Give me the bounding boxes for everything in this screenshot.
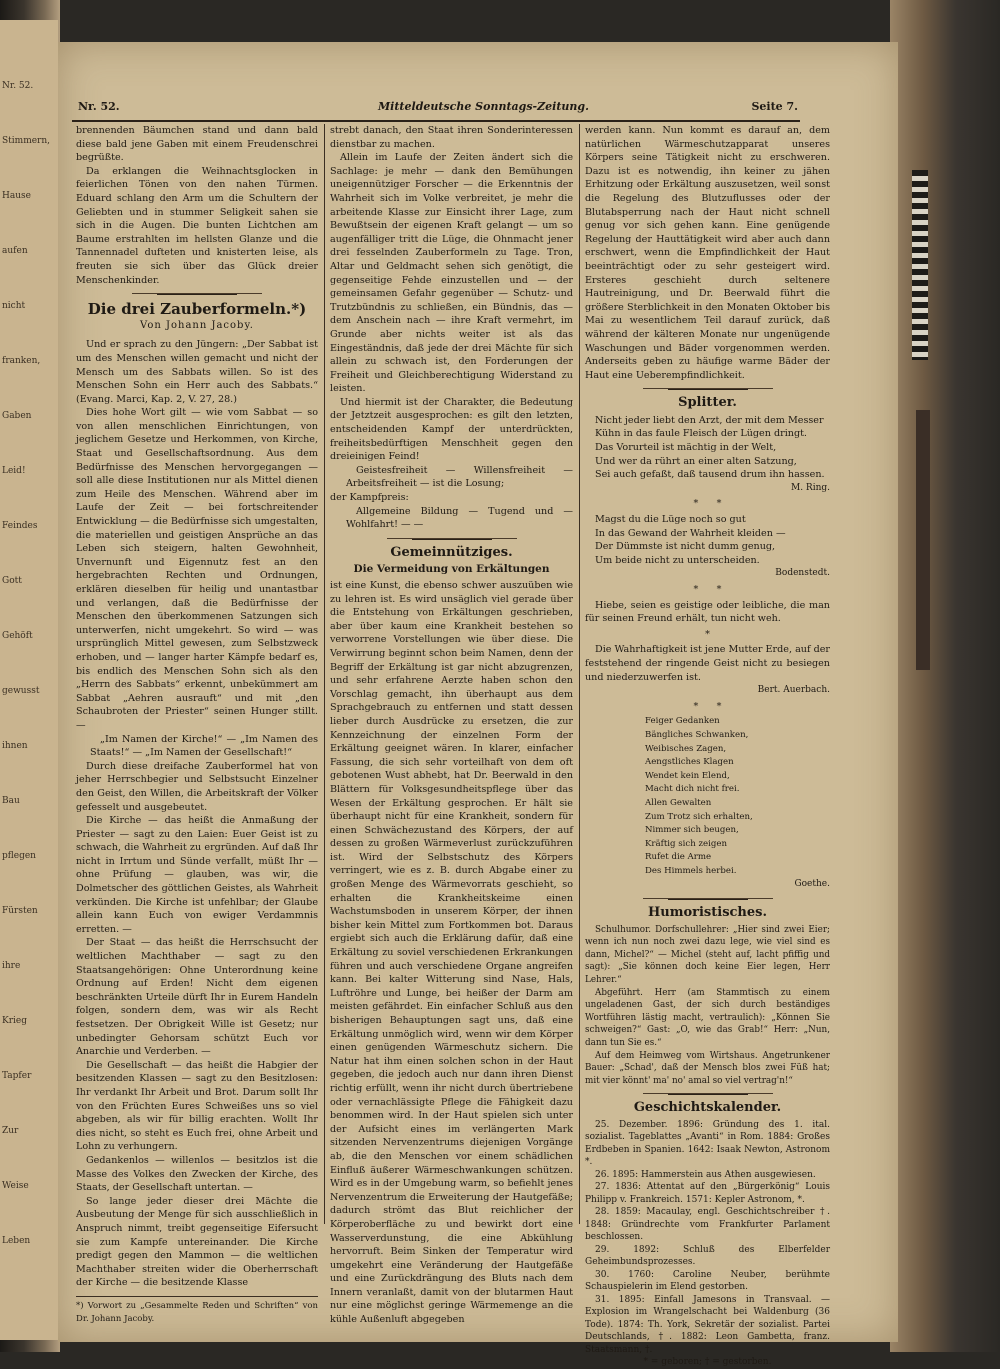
column-rule <box>324 124 325 1224</box>
separator-stars: * * <box>693 700 722 712</box>
paragraph: Die Kirche — das heißt die Anmaßung der Priester — sagt zu den Laien: Euer Geist ist zu schwach, die Wahrheit zu ergründen. Auf daß Ihr nicht in Irrtum und Sünde verfallt, müßt Ihr — ohne Prüfung — glauben, was wir, die Dolmetscher des göttlichen Geistes, als Wahrheit verkünden. Die Kirche ist unfehlbar; der Glaube allein kann Euch von ewiger Verdammnis erretten. — <box>76 815 318 935</box>
left-page-fragment: Zur <box>2 1126 19 1136</box>
separator-stars: * <box>705 628 710 640</box>
left-page-fragment: aufen <box>2 246 28 256</box>
paragraph: brennenden Bäumchen stand und dann bald diese bald jene Gaben mit einem Freudenschrei begrüßte. <box>76 125 318 164</box>
article-subtitle: Die Vermeidung von Erkältungen <box>353 563 550 576</box>
verse-line: Aengstliches Klagen <box>645 757 734 768</box>
paragraph: Allgemeine Bildung — Tugend und — Wohlfahrt! — — <box>346 505 573 531</box>
verse-author: Bert. Auerbach. <box>757 685 830 696</box>
verse-line: In das Gewand der Wahrheit kleiden — <box>595 527 786 539</box>
divider <box>668 388 748 390</box>
column-3 <box>585 124 830 1369</box>
left-page-fragment: Hause <box>2 191 31 201</box>
calendar-entry: 29. 1892: Schluß des Elberfelder Geheimbundsprozesses. <box>585 1244 830 1268</box>
joke: Abgeführt. Herr (am Stammtisch zu einem ungeladenen Gast, der sich durch beständiges Wortführen lästig macht, vertraulich): „Können Sie schweigen?“ Gast: „O, wie das Grab!“ Herr: „Nun, dann tun Sie es.“ <box>585 987 830 1048</box>
verse-line: Nicht jeder liebt den Arzt, der mit dem Messer <box>595 414 824 426</box>
calendar-legend: * = geboren; † = gestorben. <box>643 1357 772 1368</box>
quote: „Im Namen der Kirche!“ — „Im Namen des Staats!“ — „Im Namen der Gesellschaft!“ <box>90 733 318 759</box>
divider <box>668 898 748 900</box>
left-page-fragment: ihnen <box>2 741 28 751</box>
left-page-fragment: Gott <box>2 576 22 586</box>
section-title: Splitter. <box>678 395 737 411</box>
section-title: Gemeinnütziges. <box>390 544 513 560</box>
article-title: Die drei Zauberformeln.*) <box>87 300 307 319</box>
section-title: Geschichtskalender. <box>633 1100 782 1116</box>
separator-stars: * * <box>693 584 722 595</box>
verse-author: Goethe. <box>794 879 830 890</box>
left-page-fragment: gewusst <box>2 686 40 696</box>
verse-line: Feiger Gedanken <box>645 716 720 727</box>
left-page-fragment: nicht <box>2 301 26 311</box>
verse-author: M. Ring. <box>790 482 830 493</box>
separator-stars: * * <box>693 498 722 510</box>
page-edge-stripes <box>912 170 928 360</box>
verse <box>585 715 830 878</box>
verse-line: Des Himmels herbei. <box>645 865 737 876</box>
left-page-fragment: Tapfer <box>2 1071 32 1081</box>
left-page-fragment: Weise <box>2 1181 29 1191</box>
aphorism: Hiebe, seien es geistige oder leibliche, die man für seinen Freund erhält, tun nicht weh. <box>585 599 830 625</box>
left-page-fragment: Krieg <box>2 1016 27 1026</box>
paragraph: Gedankenlos — willenlos — besitzlos ist die Masse des Volkes den Zwecken der Kirche, des Staats, der Gesellschaft untertan. — <box>76 1154 318 1194</box>
left-page-fragment: Fürsten <box>2 906 38 916</box>
calendar-entry: 27. 1836: Attentat auf den „Bürgerkönig“ Louis Philipp v. Frankreich. 1571: Kepler Astronom, *. <box>585 1182 830 1205</box>
left-page-edge <box>0 20 58 1340</box>
page-edge-shadow <box>916 410 930 670</box>
paragraph: Durch diese dreifache Zauberformel hat von jeher Herrschbegier und Selbstsucht Einzelner den Geist, den Willen, die Arbeitskraft der Völker gefesselt und ausgebeutet. <box>76 760 318 813</box>
paragraph: Geistesfreiheit — Willensfreiheit — Arbeitsfreiheit — ist die Losung; <box>346 464 573 490</box>
verse <box>585 513 830 567</box>
divider <box>668 1093 748 1095</box>
verse-line: Sei auch gefaßt, daß tausend drum ihn hassen. <box>595 469 825 481</box>
verse <box>585 414 830 482</box>
paragraph: strebt danach, den Staat ihren Sonderinteressen dienstbar zu machen. <box>330 125 573 150</box>
paragraph: Und er sprach zu den Jüngern: „Der Sabbat ist um des Menschen willen gemacht und nicht der Mensch um des Sabbats willen. So ist des Menschen Sohn ein Herr auch des Sabbats.“ (Evang. Marci, Kap. 2, V. 27, 28.) <box>76 339 318 405</box>
calendar-list <box>585 1119 830 1357</box>
verse-line: Rufet die Arme <box>645 852 712 863</box>
verse-line: Kühn in das faule Fleisch der Lügen dringt. <box>595 428 807 440</box>
newspaper-title: Mitteldeutsche Sonntags-Zeitung. <box>378 100 589 113</box>
calendar-entry: 30. 1760: Caroline Neuber, berühmte Schauspielerin im Elend gestorben. <box>585 1269 830 1293</box>
aphorism: Die Wahrhaftigkeit ist jene Mutter Erde, auf der feststehend der ringende Geist nicht zu besiegen und niederzuwerfen ist. <box>585 644 830 683</box>
verse-line: Allen Gewalten <box>645 797 712 808</box>
verse-line: Um beide nicht zu unterscheiden. <box>595 554 760 566</box>
left-page-fragment: Nr. 52. <box>2 81 34 91</box>
paragraph: So lange jeder dieser drei Mächte die Ausbeutung der Menge für sich ausschließlich in Anspruch nimmt, treibt gegenseitige Eifersucht sie zum Kampfe untereinander. Die Kirche predigt gegen den Mammon — die weltlichen Machthaber streiten wider die Oberherrschaft der Kirche — die besitzende Klasse <box>76 1195 318 1289</box>
page-number: Seite 7. <box>751 100 798 113</box>
verse-line: Das Vorurteil ist mächtig in der Welt, <box>595 442 777 454</box>
divider <box>157 293 237 295</box>
verse-line: Der Dümmste ist nicht dumm genug, <box>595 541 776 553</box>
left-page-fragment: Leben <box>2 1236 31 1246</box>
verse-line: Bängliches Schwanken, <box>645 729 749 740</box>
column-rule <box>579 124 580 1224</box>
left-page-fragment: ihre <box>2 961 21 971</box>
paragraph: Da erklangen die Weihnachtsglocken in feierlichen Tönen von den nahen Türmen. Eduard schlang den Arm um die Schultern der Geliebten und in stummer Seligkeit sahen sie sich in die Augen. Die bunten Lichtchen am Baume erstrahlten im hellsten Glanze und die Tannennadel dufteten und knisterten leise, als freuten sie sich über das Glück dreier Menschenkinder. <box>76 165 318 286</box>
verse-author: Bodenstedt. <box>775 568 830 579</box>
joke: Schulhumor. Dorfschullehrer: „Hier sind zwei Eier; wenn ich nun noch zwei dazu lege, wie viel sind es dann, Michel?“ — Michel (steht auf, lacht pfiffig und sagt): „Sie können doch keine Eier legen, Herr Lehrer.“ <box>585 924 830 986</box>
paragraph: werden kann. Nun kommt es darauf an, dem natürlichen Wärmeschutzapparat unseres Körpers seine Tätigkeit nicht zu erschweren. Dazu ist es notwendig, ihn keiner zu jähen Erhitzung oder Erkältung auszusetzen, weil sonst die Regelung des Blutzuflusses oder der Blutabsperrung nach der Haut nicht schnell genug vor sich gehen kann. Eine genügende Regelung der Hauttätigkeit wird aber auch dann erschwert, wenn die Empfindlichkeit der Haut beeinträchtigt oder zu sehr gesteigert wird. Ersteres geschieht durch seltenere Hautreinigung, und Dr. Beerwald führt die größere Sterblichkeit in den Monaten Oktober bis Mai zu wesentlichem Teil darauf zurück, daß während der kälteren Monate nur ungenügende Waschungen und Bäder vorgenommen werden. Anderseits geben zu häufige warme Bäder der Haut eine Ueberempfindlichkeit. <box>585 125 830 381</box>
verse-line: Macht dich nicht frei. <box>645 784 740 795</box>
header-rule <box>72 120 800 122</box>
column-1 <box>76 124 318 1327</box>
verse-line: Magst du die Lüge noch so gut <box>595 514 746 526</box>
left-page-fragment: franken, <box>2 356 41 366</box>
issue-number: Nr. 52. <box>78 100 120 113</box>
paragraph: der Kampfpreis: <box>330 492 409 504</box>
section-title: Humoristisches. <box>647 905 767 921</box>
paragraph: Allein im Laufe der Zeiten ändert sich die Sachlage: je mehr — dank den Bemühungen uneigennütziger Forscher — die Erkenntnis der Wahrheit sich im Volke verbreitet, je mehr die arbeitende Klasse zur Einsicht ihrer Lage, zum Bewußtsein der eigenen Kraft gelangt — um so augenfälliger tritt die Lüge, die Ohnmacht jener drei fesselnden Zauberformeln zu Tage. Tron, Altar und Geldmacht sehen sich genötigt, die gegenseitige Fehde einzustellen und — der gemeinsamen Gefahr gegenüber — Schutz- und Trutzbündnis zu schließen, ein Bündnis, das — dem Anschein nach — ihre Kraft vermehrt, im Grunde aber nichts weiter ist als das Eingeständnis, daß jede der drei Mächte für sich allein zu schwach ist, den Forderungen der Freiheit und Gleichberechtigung Widerstand zu leisten. <box>330 152 573 395</box>
calendar-entry: 25. Dezember. 1896: Gründung des 1. ital. sozialist. Tageblattes „Avanti“ in Rom. 1884: Großes Erdbeben in Spanien. 1642: Isaak Newton, Astronom *. <box>585 1119 830 1168</box>
verse-line: Und wer da rührt an einer alten Satzung, <box>595 455 797 467</box>
paragraph: Die Gesellschaft — das heißt die Habgier der besitzenden Klassen — sagt zu den Besitzlosen: Ihr verdankt Ihr Arbeit und Brot. Darum sollt Ihr von den Früchten Eures Schweißes uns so viel abgeben, als wir für billig erachten. Wollt Ihr dies nicht, so steht es Euch frei, ohne Arbeit und Lohn zu verhungern. <box>76 1059 318 1153</box>
verse-line: Nimmer sich beugen, <box>645 825 739 836</box>
verse-line: Weibisches Zagen, <box>645 743 727 754</box>
calendar-entry: 26. 1895: Hammerstein aus Athen ausgewiesen. <box>595 1169 816 1180</box>
left-page-fragment: Stimmern, <box>2 136 51 146</box>
paragraph: Dies hohe Wort gilt — wie vom Sabbat — so von allen menschlichen Einrichtungen, von jeglichem Gesetze und Herkommen, von Kirche, Staat und Gesellschaftsordnung. Aus dem Bedürfnisse des Menschen hervorgegangen — soll alle diese Institutionen nur als Mittel dienen zum Heile des Menschen. Während aber im Laufe der Zeit — bei fortschreitender Entwicklung — die Bedürfnisse sich umgestalten, die materiellen und geistigen Ansprüche an das Leben sich steigern, halten Gewohnheit, Unvernunft und Eigennutz fest an den hergebrachten Rechten und Ordnungen, erklären dieselben für heilig und unantastbar und verlangen, daß die Bedürfnisse der Menschen den überkommenen Satzungen sich unterwerfen, nicht umgekehrt. So wird — was ursprünglich Mittel gewesen, zum Selbstzweck erhoben, und — langer harter Kämpfe bedarf es, bis endlich des Menschen Sohn sich als den „Herrn des Sabbats“ erkennt, unbekümmert am Sabbat „Aehren ausrauft“ und mit „den Schaubroten der Priester“ seinen Hunger stillt. — <box>76 407 318 731</box>
calendar-entry: 31. 1895: Einfall Jamesons in Transvaal. — Explosion im Wrangelschacht bei Waldenburg (36 Tode). 1874: Th. York, Sekretär der sozialist. Partei Deutschlands, †. 1882: Leon Gambetta, franz. Staatsmann, †. <box>585 1294 830 1355</box>
verse-line: Zum Trotz sich erhalten, <box>645 811 753 822</box>
divider <box>412 538 492 540</box>
left-page-fragment: Feindes <box>2 521 38 531</box>
joke: Auf dem Heimweg vom Wirtshaus. Angetrunkener Bauer: „Schad', daß der Mensch blos zwei Füß hat; mit vier könnt' ma' no' amal so viel vertrag'n!“ <box>585 1050 830 1086</box>
left-page-fragment: Gaben <box>2 411 32 421</box>
footnote: *) Vorwort zu „Gesammelte Reden und Schriften“ von Dr. Johann Jacoby. <box>76 1296 318 1327</box>
left-page-fragment: Leid! <box>2 466 26 476</box>
left-page-fragment: Bau <box>2 796 20 806</box>
verse-line: Kräftig sich zeigen <box>645 838 727 849</box>
paragraph: Und hiermit ist der Charakter, die Bedeutung der Jetztzeit ausgesprochen: es gilt den letzten, entscheidenden Kampf der unterdrückten, freiheitsbedürftigen Menschheit gegen den dreieinigen Feind! <box>330 396 573 463</box>
column-2 <box>330 124 573 1327</box>
article-byline: Von Johann Jacoby. <box>140 319 254 331</box>
verse-line: Wendet kein Elend, <box>645 770 730 781</box>
calendar-entry: 28. 1859: Macaulay, engl. Geschichtschreiber †. 1848: Gründrechte vom Frankfurter Parlament beschlossen. <box>585 1207 830 1243</box>
page-header <box>78 100 798 118</box>
paragraph: Der Staat — das heißt die Herrschsucht der weltlichen Machthaber — sagt zu den Staatsangehörigen: Ohne Unterordnung keine Ordnung auf Erden! Nicht dem eigenen beschränkten Urteile dürft Ihr in Eurem Handeln folgen, sondern dem, was wir als Recht festsetzen. Der Obrigkeit Wille ist Gesetz; nur unbedingter Gehorsam schützt Euch vor Anarchie und Verderben. — <box>76 937 318 1058</box>
book-cover-edge <box>890 0 1000 1352</box>
left-page-fragment: Gehöft <box>2 631 33 641</box>
left-page-fragment: pflegen <box>2 851 36 861</box>
paragraph: ist eine Kunst, die ebenso schwer auszuüben wie zu lehren ist. Es wird unsäglich viel gerade über die Entstehung von Erkältungen geschrieben, aber über kaum eine Krankheit bestehen so verworrene Vorstellungen wie über diese. Die Verwirrung beginnt schon beim Namen, denn der Begriff der Erkältung ist gar nicht abzugrenzen, und sehr erfahrene Aerzte haben schon den Vorschlag gemacht, ihn überhaupt aus dem Sprachgebrauch zu entfernen und statt dessen lieber durch Ausdrücke zu ersetzen, die zur Kennzeichnung der einzelnen Form der Erkältung geeignet wären. In klarer, einfacher Fassung, die sich sehr vorteilhaft von dem oft gebotenen Wust abhebt, hat Dr. Beerwald in den Blättern für Volksgesundheitspflege über das Wesen der Erkältung gesprochen. Er hält sie überhaupt nicht für eine Krankheit, sondern für einen Schwächezustand des Körpers, der auf dessen zu großen Wärmeverlust zurückzuführen ist. Wird der Selbstschutz des Körpers verringert, wie es z. B. durch Abgabe einer zu großen Menge des Wärmevorrats geschieht, so erhalten die Krankheitskeime einen Wachstumsboden in unserem Körper, der ihnen bisher kein Mittel zum Fortkommen bot. Daraus ergiebt sich auch die Erklärung dafür, daß eine Erkältung zu soviel verschiedenen Erkrankungen führen und auch verschiedene Organe angreifen kann. Bei kalter Witterung sind Nase, Hals, Luftröhre und Lunge, bei heißer der Darm am meisten gefährdet. Ein einfacher Schluß aus den bisherigen Behauptungen sagt uns, daß eine Erkältung unmöglich wird, wenn wir dem Körper einen genügenden Wärmeschutz sichern. Die Natur hat ihm einen solchen schon in der Haut gegeben, die jedoch auch nur dann ihren Dienst richtig erfüllt, wenn ihr nicht durch übertriebene oder vernachlässigte Pflege die Fähigkeit dazu benommen wird. In der Haut spielen sich unter der Aufsicht eines im verlängerten Mark sitzenden Nervenzentrums diejenigen Vorgänge ab, die den Menschen vor einem schädlichen Einfluß äußerer Wärmeschwankungen schützen. Wird es in der Umgebung warm, so befiehlt jenes Nervenzentrum die Erweiterung der Hautgefäße; dadurch strömt das Blut reichlicher der Körperoberfläche zu und bewirkt dort eine Wasserverdunstung, die eine Abkühlung hervorruft. Beim Sinken der Temperatur wird umgekehrt eine Veränderung der Hautgefäße und eine Zurückdrängung des Bluts nach dem Innern veranlaßt, damit von der blutarmen Haut nur eine möglichst geringe Wärmemenge an die kühle Außenluft abgegeben <box>330 580 573 1326</box>
